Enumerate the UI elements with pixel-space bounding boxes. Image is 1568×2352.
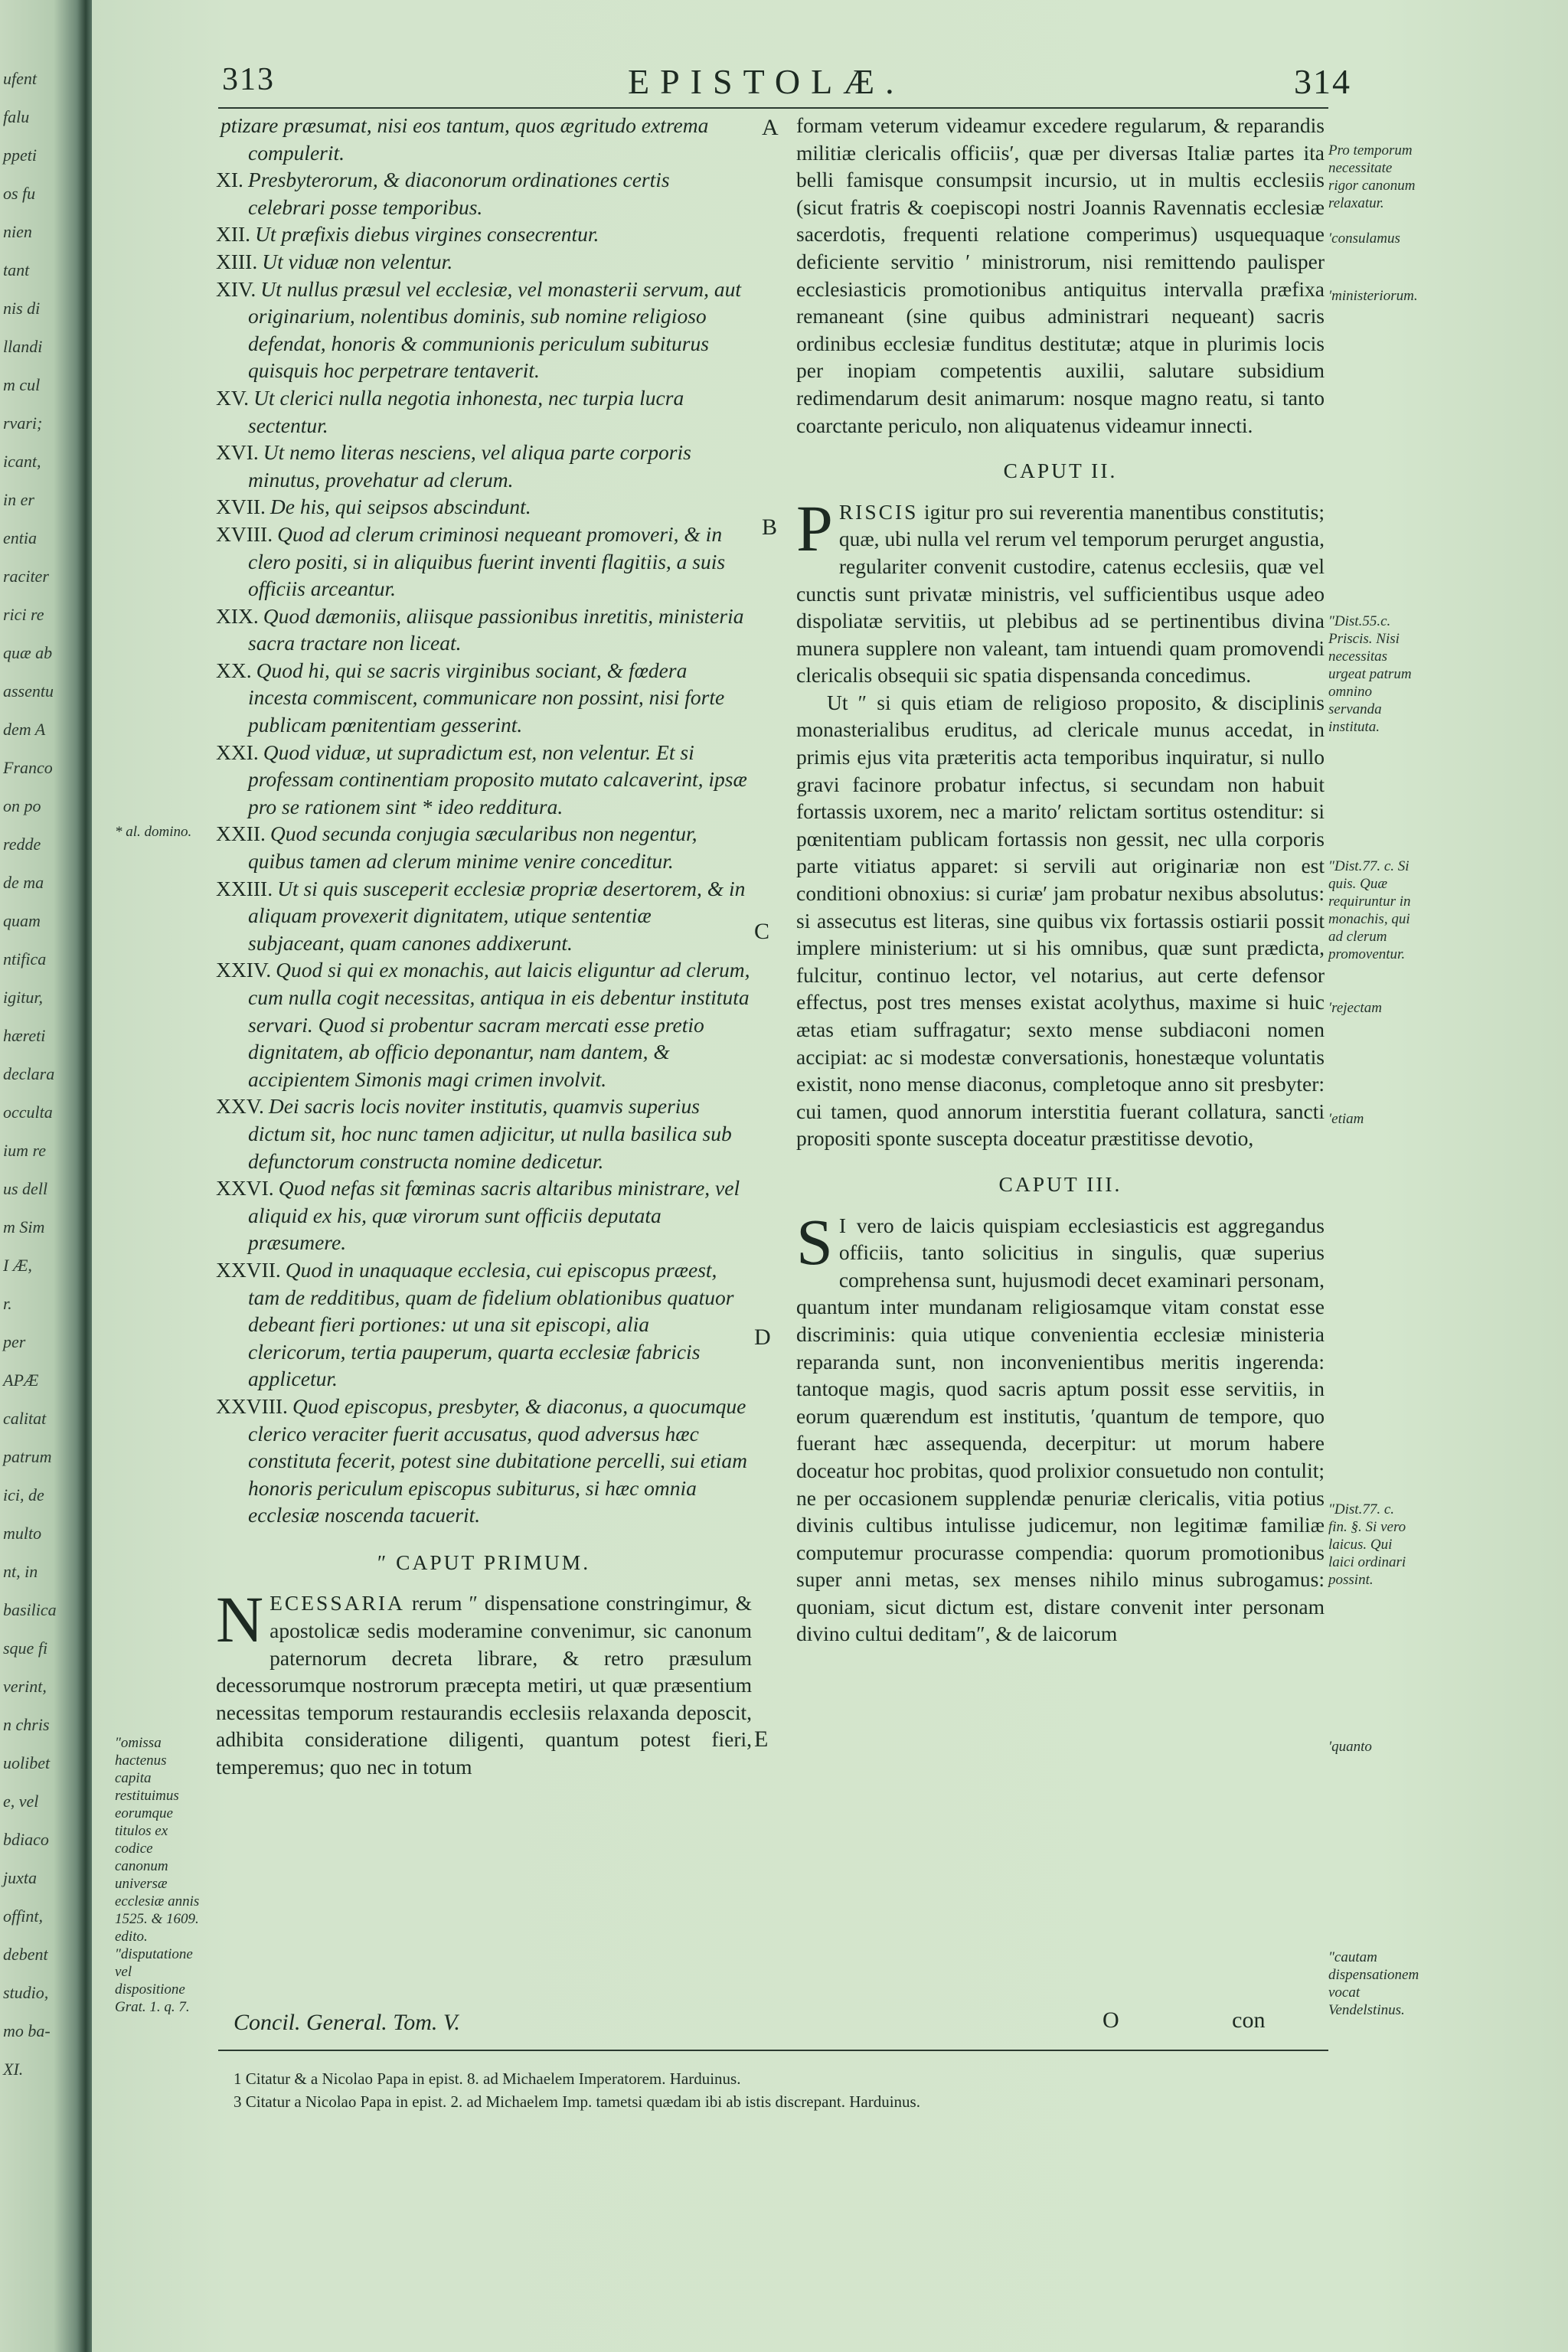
gutter-fragment: ntifica — [3, 949, 47, 969]
gutter-fragment: us dell — [3, 1179, 48, 1198]
chapter-title: Ut præfixis diebus virgines consecrentur. — [255, 222, 599, 247]
chapter-item — [216, 875, 752, 957]
gutter-fragment: de ma — [3, 873, 44, 892]
initial-word: ECESSARIA — [270, 1591, 405, 1615]
chapter-number: XIII. — [216, 249, 258, 273]
margin-note-right-4: ″Dist.55.c. Priscis. Nisi necessitas urgeat patrum omnino servanda instituta. — [1328, 613, 1412, 735]
gutter-fragment: nis di — [3, 299, 41, 318]
facing-page-gutter — [0, 0, 92, 2352]
chapter-item — [216, 1393, 752, 1529]
gutter-fragment: os fu — [3, 184, 36, 203]
chapter-item — [216, 112, 752, 166]
chapter-title: Ut nullus præsul vel ecclesiæ, vel monasterii servum, aut originarium, nolentibus dominis, sub nomine religioso defendat, honoris & communionis periculum subiturus quisquis hoc perpetrare tentaverit. — [248, 276, 742, 383]
gutter-fragment: llandi — [3, 337, 43, 356]
section-letter-c: C — [754, 919, 770, 944]
catchword: con — [1232, 2007, 1266, 2033]
gutter-fragment: I Æ, — [3, 1256, 32, 1275]
chapter-item — [216, 521, 752, 603]
caput-iii-body: vero de laicis quispiam ecclesiasticis est aggregandus officiis, tanto solicitius in singulis, quæ superius comprehensa sunt, hujusmodi decet examinari personam, quantum inter mundanam religiosamque vitam constat esse discriminis: quia utique convenientia ecclesiæ ministeria reparanda sunt, non inconvenientibus meritis ingerenda: tantoque magis, quod sacris aptum possit esse servitiis, in eorum quærendum est institutis, ′quantum de tempore, quo fuerant hæc assequenda, decerpitur: ut morum habere doceatur hoc probitas, quod prolixior consuetudo non contulit; ne per occasionem supplendæ penuriæ clericalis, vitia potius divinis cultibus intulisse judicemur, non legitimæ familiæ computemur procurasse compendia: quorum promotionibus super anni metas, sex menses nihilo minus subrogamus: quoniam, sicut dictum est, distare convenit inter personam divino cultui deditam″, & de laicorum — [796, 1213, 1325, 1646]
drop-cap-s: S — [796, 1204, 833, 1279]
margin-note-right-6: ′rejectam — [1328, 1000, 1382, 1016]
gutter-fragment: calitat — [3, 1409, 47, 1428]
gutter-fragment: m Sim — [3, 1217, 45, 1236]
gutter-fragment: nt, in — [3, 1562, 38, 1581]
gutter-fragment: ici, de — [3, 1485, 44, 1504]
caput-ii-body: igitur pro sui reverentia manentibus constitutis; quæ, ubi nulla vel rerum vel temporum perurget angustia, regulariter convenit custodire, catenus ecclesiis, quæ vel cunctis sunt privatæ ministris, vel sufficientibus usque adeo dispoliatæ servitiis, ut plebibus ad se pertinentibus divina munera supplere non valeant, tam intuendi quam promovendi clericalis obsequii sic spatia dispensanda concedimus. — [796, 499, 1325, 688]
gutter-fragment: rici re — [3, 605, 44, 624]
chapter-title: Quod nefas sit fœminas sacris altaribus ministrare, vel aliquid ex his, quæ virorum sunt officiis deputata præsumere. — [248, 1176, 740, 1255]
chapter-number: XXII. — [216, 822, 266, 846]
signature-mark: O — [1102, 2007, 1119, 2033]
chapter-number: XXIV. — [216, 958, 272, 982]
gutter-fragment: patrum — [3, 1447, 52, 1466]
caput-ii-heading: CAPUT II. — [1003, 459, 1118, 483]
chapter-number: XIX. — [216, 603, 259, 628]
gutter-fragment: ufent — [3, 69, 37, 88]
caput-primum-heading: ″ CAPUT PRIMUM. — [377, 1550, 591, 1574]
chapter-title: Quod episcopus, presbyter, & diaconus, a quocumque clerico veraciter fuerit accusatus, quod adversus hæc constituta fecerit, potest sine dubitatione percelli, sui etiam honoris periculum episcopus subiturus, si hæc omnia ecclesiæ noscenda tacuerit. — [248, 1393, 747, 1527]
margin-note-right-7: ′etiam — [1328, 1111, 1364, 1127]
gutter-fragment: on po — [3, 796, 41, 815]
gutter-fragment: offint, — [3, 1906, 43, 1926]
chapter-number: XVII. — [216, 495, 266, 519]
gutter-fragment: igitur, — [3, 988, 43, 1007]
chapter-title: Quod si qui ex monachis, aut laicis eliguntur ad clerum, cum nulla cogit necessitas, antiqua in eis debentur instituta servari. Quod si probentur sacram mercati esse pretio dignitatem, ab officio deponantur, nam dantem, & accipientem Simonis magi crimen involvit. — [248, 958, 750, 1091]
gutter-fragment: n chris — [3, 1715, 50, 1734]
gutter-fragment: occulta — [3, 1102, 53, 1122]
left-column — [216, 112, 752, 1781]
chapter-item — [216, 220, 752, 248]
chapter-item — [216, 1256, 752, 1393]
gutter-fragment: XI. — [3, 2060, 24, 2079]
gutter-fragment: ppeti — [3, 145, 37, 165]
chapter-item — [216, 276, 752, 384]
gutter-fragment: tant — [3, 260, 30, 279]
signature-and-catchword — [1102, 2007, 1266, 2034]
caput-ii-para2: Ut ″ si quis etiam de religioso proposito, & disciplinis monasterialibus eruditus, ad clericale munus accedat, in primis ejus vita præteritis acta temporibus inquiratur, si nullo gravi facinore probatur infectus, si secundam non habuit fortassis uxorem, nec a marito′ relictam sortitus ostenditur: si pœnitentiam publicam fortassis non gessit, nec ulla corporis parte vitiatus apparet: si servili aut originariæ non est conditioni obnoxius: si curiæ′ jam probatur nexibus absolutus: si assecutus est literas, sine quibus vix fortassis ostiarii possit implere ministerium: ut si his omnibus, quæ sunt prædicta, fulcitur, continuo lector, vel notarius, aut certe defensor effectus, post tres menses existat acolythus, maxime si huic ætas etiam suffragatur; sexto mense subdiaconi nomen accipiat: ac si modestæ conversationis, honestæque voluntatis existit, nono mense diaconus, completoque anno sit presbyter: cui tamen, quod annorum interstitia fuerant collatura, sancti propositi sponte suscepta doceatur præstitisse devotio, — [796, 690, 1325, 1151]
gutter-fragment: Franco — [3, 758, 53, 777]
gutter-fragment: ium re — [3, 1141, 47, 1160]
chapter-number: XXVIII. — [216, 1393, 288, 1418]
chapter-number: XI. — [216, 168, 243, 192]
gutter-fragment: r. — [3, 1294, 12, 1313]
gutter-fragment: falu — [3, 107, 30, 126]
chapter-number: XVIII. — [216, 521, 273, 546]
gutter-fragment: raciter — [3, 567, 49, 586]
gutter-fragment: m cul — [3, 375, 41, 394]
initial-word: I — [838, 1213, 849, 1237]
gutter-fragment: studio, — [3, 1983, 49, 2002]
section-letter-d: D — [754, 1325, 771, 1350]
margin-note-right-3: ′ministeriorum. — [1328, 288, 1418, 304]
margin-note-right-2: ′consulamus — [1328, 230, 1400, 247]
gutter-fragment: declara — [3, 1064, 55, 1083]
caput-primum-body: rerum ″ dispensatione constringimur, & apostolicæ sedis moderamine convenimur, sic canonum paternorum decreta librare, & retro præsulum decessorumque nostrorum præcepta metiri, ut quæ præsentium necessitas temporum restaurandis ecclesiis relaxanda deposcit, adhibita consideratione diligenti, quantum potest fieri, temperemus; quo nec in totum — [216, 1591, 753, 1779]
gutter-fragment: mo ba- — [3, 2021, 51, 2040]
chapter-title: Quod in unaquaque ecclesia, cui episcopus præest, tam de redditibus, quam de fidelium oblationibus quatuor debeant fieri portiones: ut una sit episcopi, alia clericorum, tertia pauperum, quarta ecclesiæ fabricis applicetur. — [248, 1257, 734, 1391]
gutter-fragment: APÆ — [3, 1370, 39, 1390]
caput-iii-heading: CAPUT III. — [998, 1171, 1122, 1196]
drop-cap-p: P — [796, 491, 833, 565]
caput-iii-text — [796, 1204, 1325, 1648]
chapter-item — [216, 1093, 752, 1174]
gutter-fragment: hæreti — [3, 1026, 46, 1045]
footnote-1: 1 Citatur & a Nicolao Papa in epist. 8. ad Michaelem Imperatorem. Harduinus. — [234, 2069, 741, 2088]
gutter-fragment: bdiaco — [3, 1830, 49, 1849]
gutter-fragment: redde — [3, 835, 41, 854]
gutter-fragment: rvari; — [3, 413, 43, 433]
caput-ii-text — [796, 491, 1325, 689]
margin-note-right-9: ′quanto — [1328, 1739, 1372, 1755]
chapter-item — [216, 439, 752, 493]
gutter-fragment: debent — [3, 1945, 48, 1964]
chapter-item — [216, 493, 752, 521]
section-letter-e: E — [754, 1726, 769, 1752]
chapter-number: XXIII. — [216, 876, 273, 900]
chapter-title: Quod ad clerum criminosi nequeant promoveri, & in clero positi, si in aliquibus fuerint inventi flagitiis, a suis officiis arceantur. — [248, 521, 726, 601]
chapter-title: Quod hi, qui se sacris virginibus sociant, & fœdera incesta commiscent, communicare non possint, nisi forte publicam pœnitentiam gesserint. — [248, 658, 725, 737]
margin-note-right-8: ″Dist.77. c. fin. §. Si vero laicus. Qui laici ordinari possint. — [1328, 1501, 1406, 1588]
gutter-fragment: nien — [3, 222, 32, 241]
footnote-rule — [218, 2050, 1328, 2051]
chapter-title: Ut clerici nulla negotia inhonesta, nec turpia lucra sectentur. — [248, 385, 684, 437]
caput-primum-text — [216, 1583, 753, 1780]
chapter-number: XXVII. — [216, 1257, 281, 1282]
gutter-fragment: dem A — [3, 720, 46, 739]
chapter-item — [216, 739, 752, 821]
gutter-fragment: quæ ab — [3, 643, 53, 662]
running-title: EPISTOLÆ. — [628, 62, 905, 101]
chapter-item — [216, 166, 752, 220]
chapter-title: Quod viduæ, ut supradictum est, non velentur. Et si professam continentiam proposito mutato calcaverint, ipsæ pro se rationem sint * ideo redditura. — [248, 740, 747, 818]
margin-note-left-2: ″omissa hactenus capita restituimus eorumque titulos ex codice canonum universæ ecclesiæ annis 1525. & 1609. edito. ″disputatione vel dispositione Grat. 1. q. 7. — [115, 1735, 200, 2015]
gutter-fragment: per — [3, 1332, 26, 1351]
chapter-title: Ut si quis susceperit ecclesiæ propriæ desertorem, & in aliquam provexerit dignitatem, utique sententiæ subjaceant, quam canones addixerunt. — [248, 876, 746, 955]
chapter-title: Ut viduæ non velentur. — [262, 249, 453, 273]
footnote-3: 3 Citatur a Nicolao Papa in epist. 2. ad Michaelem Imp. tametsi quædam ibi ab istis discrepant. Harduinus. — [234, 2092, 920, 2111]
gutter-fragment: multo — [3, 1524, 42, 1543]
chapter-item — [216, 956, 752, 1093]
gutter-fragment: uolibet — [3, 1753, 51, 1772]
chapter-number: XXV. — [216, 1094, 264, 1119]
margin-note-right-1: Pro temporum necessitate rigor canonum relaxatur. — [1328, 142, 1416, 211]
chapter-title: Dei sacris locis noviter institutis, quamvis superius dictum sit, hoc nunc tamen adjicitur, ut nulla basilica sub defunctorum constructa nomine dedicetur. — [248, 1094, 732, 1173]
chapter-number: XV. — [216, 385, 250, 410]
right-page-number: 314 — [1294, 62, 1351, 101]
chapter-item — [216, 820, 752, 874]
chapter-item — [216, 248, 752, 276]
gutter-fragment: verint, — [3, 1677, 47, 1696]
section-letter-a: A — [762, 115, 779, 140]
chapter-title: Presbyterorum, & diaconorum ordinationes certis celebrari posse temporibus. — [247, 168, 670, 219]
chapter-title: Ut nemo literas nesciens, vel aliqua parte corporis minutus, provehatur ad clerum. — [248, 440, 691, 492]
gutter-fragment: quam — [3, 911, 41, 930]
chapter-item — [216, 657, 752, 739]
gutter-fragment: in er — [3, 490, 34, 509]
continued-text: formam veterum videamur excedere regularum, & reparandis militiæ clericalis officiis′, quæ per diversas Italiæ partes ita belli famisque consumpsit incursio, ut in multis ecclesiis (sicut fratris & coepiscopi nostri Joannis Ravennatis ecclesiæ sacerdotis, frequenti relatione comperimus) usquequaque deficiente servitio ′ ministrorum, nisi remittendo paulisper ecclesiasticis promotionibus antiquitus intervalla præfixa remaneant (sine quibus administrari nequeant) sacris ordinibus ecclesiæ funditus destitutæ; atque in plurimis locis per inopiam competentis auxilii, salutare subsidium redimendarum desit animarum: nosque magno reatu, si tanto coarctante periculo, non aliquatenus videamur innecti. — [796, 113, 1325, 437]
section-letter-b: B — [762, 514, 778, 540]
chapter-title: Quod secunda conjugia sæcularibus non negentur, quibus tamen ad clerum minime venire conceditur. — [248, 822, 697, 874]
margin-note-left-1: * al. domino. — [115, 824, 192, 840]
gutter-fragment: basilica — [3, 1600, 57, 1619]
drop-cap-n: N — [216, 1583, 264, 1657]
chapter-item — [216, 1174, 752, 1256]
chapter-number: XX. — [216, 658, 252, 682]
chapter-item — [216, 603, 752, 657]
chapter-number: XIV. — [216, 276, 256, 301]
chapter-number: XII. — [216, 222, 251, 247]
gutter-fragment: entia — [3, 528, 37, 547]
gutter-fragment: icant, — [3, 452, 41, 471]
chapter-title: ptizare præsumat, nisi eos tantum, quos ægritudo extrema compulerit. — [220, 113, 709, 165]
margin-note-right-5: ″Dist.77. c. Si quis. Quæ requiruntur in monachis, qui ad clerum promoventur. — [1328, 858, 1411, 962]
right-column — [796, 112, 1325, 1648]
chapter-list — [216, 112, 752, 1529]
chapter-number: XVI. — [216, 440, 259, 465]
chapter-number: XXI. — [216, 740, 259, 764]
margin-note-right-10: ″cautam dispensationem vocat Vendelstinus. — [1328, 1949, 1419, 2018]
gutter-fragment: juxta — [3, 1868, 37, 1887]
left-page-number: 313 — [222, 62, 275, 97]
chapter-number: XXVI. — [216, 1176, 274, 1200]
gutter-fragment: e, vel — [3, 1792, 39, 1811]
volume-line: Concil. General. Tom. V. — [234, 2010, 460, 2035]
gutter-fragment: sque fi — [3, 1638, 48, 1658]
gutter-fragment: assentu — [3, 681, 54, 701]
chapter-item — [216, 384, 752, 439]
chapter-title: De his, qui seipsos abscindunt. — [270, 495, 531, 519]
chapter-title: Quod dæmoniis, aliisque passionibus inretitis, ministeria sacra tractare non liceat. — [248, 603, 744, 655]
header-rule — [218, 107, 1328, 109]
footnotes — [234, 2067, 1321, 2113]
initial-word: RISCIS — [838, 499, 919, 524]
